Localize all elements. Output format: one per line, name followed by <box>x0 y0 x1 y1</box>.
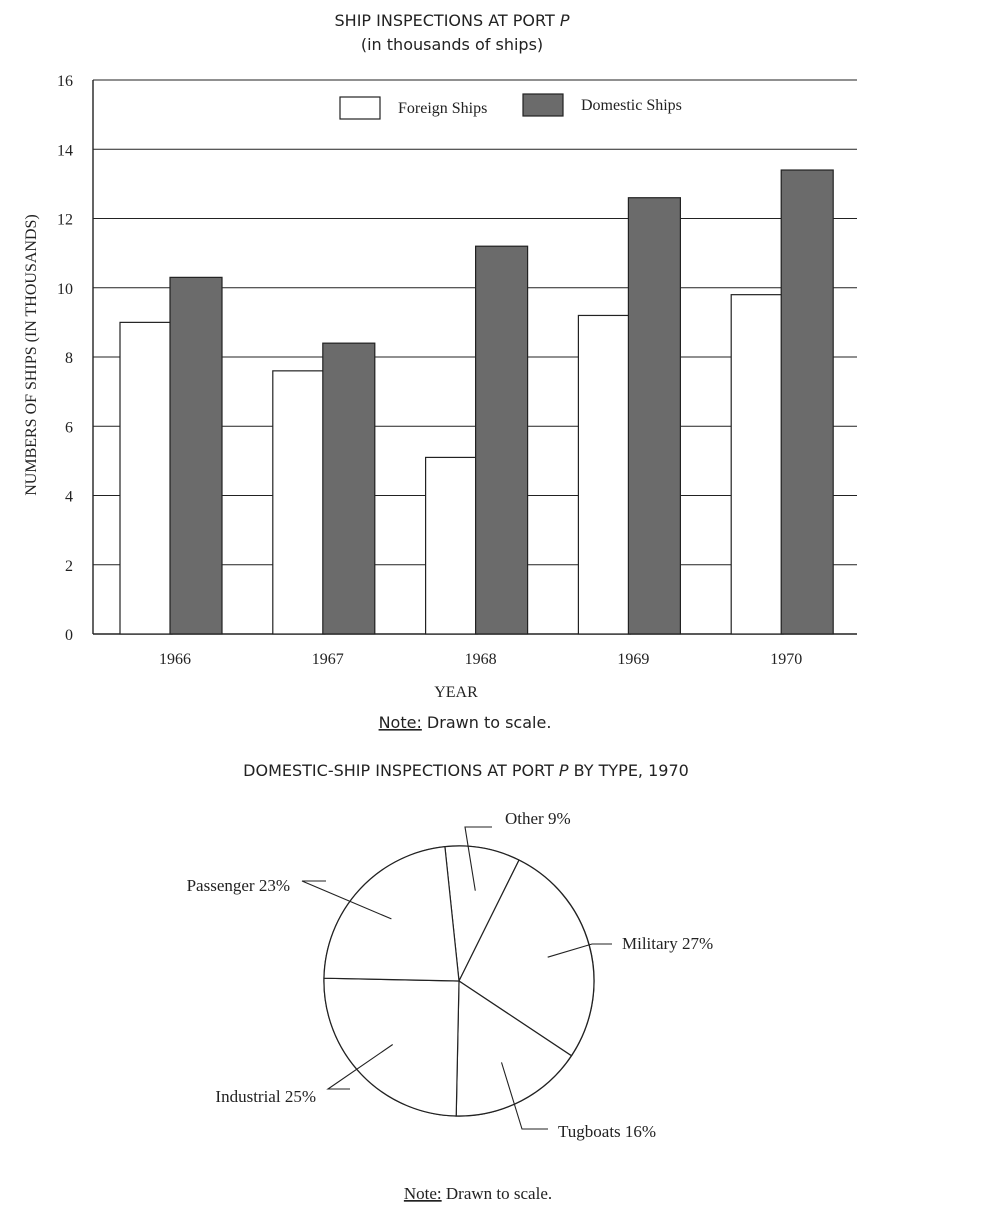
y-tick-labels <box>57 73 73 644</box>
y-tick-label: 16 <box>57 73 73 90</box>
y-tick-label: 2 <box>65 557 73 575</box>
bar-foreign-1970 <box>731 295 783 634</box>
pie-slice-label: Passenger 23% <box>186 876 290 895</box>
pie-slice-label: Industrial 25% <box>215 1087 316 1106</box>
y-tick-label: 0 <box>65 627 73 644</box>
pie-chart <box>324 846 594 1116</box>
bar-foreign-1969 <box>578 315 630 634</box>
y-tick-label: 14 <box>57 142 73 160</box>
legend-swatch-domestic <box>523 94 563 116</box>
bar-chart-title: SHIP INSPECTIONS AT PORT P <box>334 11 570 30</box>
x-tick-label: 1966 <box>159 651 191 668</box>
bar-foreign-1966 <box>120 322 172 634</box>
y-tick-label: 8 <box>65 350 73 367</box>
bar-chart-subtitle: (in thousands of ships) <box>360 35 544 54</box>
bar-domestic-1967 <box>323 343 375 634</box>
x-tick-label: 1968 <box>464 651 497 668</box>
x-tick-label: 1969 <box>617 651 650 668</box>
bar-domestic-1970 <box>781 170 833 634</box>
legend-swatch-foreign <box>340 97 380 119</box>
legend <box>340 94 682 119</box>
legend-label-domestic: Domestic Ships <box>581 97 682 114</box>
x-tick-label: 1970 <box>770 651 803 668</box>
y-tick-label: 4 <box>65 488 73 506</box>
x-tick-label: 1967 <box>311 651 344 668</box>
y-axis-label: NUMBERS OF SHIPS (IN THOUSANDS) <box>23 214 40 496</box>
y-tick-label: 10 <box>57 280 73 298</box>
bar-domestic-1966 <box>170 277 222 634</box>
pie-slice <box>324 847 459 981</box>
pie-slice-label: Other 9% <box>505 809 571 828</box>
bar-domestic-1969 <box>628 198 680 634</box>
y-tick-label: 12 <box>57 211 73 229</box>
bar-domestic-1968 <box>476 246 528 634</box>
legend-label-foreign: Foreign Ships <box>398 100 488 117</box>
y-tick-label: 6 <box>65 419 73 437</box>
bar-chart-note: Note: Drawn to scale. <box>378 713 552 732</box>
pie-slice <box>324 978 459 1116</box>
x-axis-label: YEAR <box>434 684 478 701</box>
x-tick-labels <box>159 651 802 668</box>
pie-chart-title: DOMESTIC-SHIP INSPECTIONS AT PORT P BY TYPE, 1970 <box>243 761 689 780</box>
bar-foreign-1967 <box>273 371 325 634</box>
pie-slice-label: Military 27% <box>622 934 714 953</box>
pie-slice-label: Tugboats 16% <box>558 1122 657 1141</box>
pie-chart-note: Note: Drawn to scale. <box>403 1184 553 1203</box>
bar-foreign-1968 <box>426 457 478 634</box>
